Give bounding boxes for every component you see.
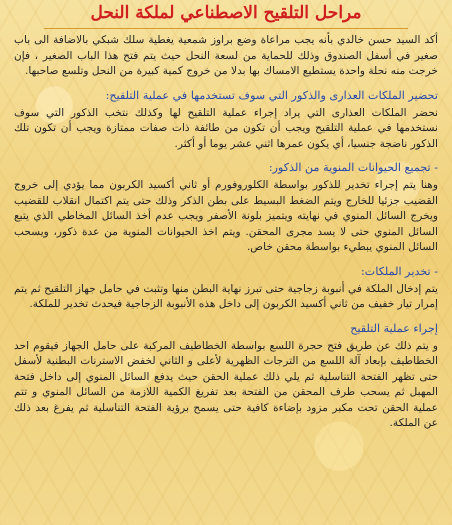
article-body bbox=[14, 33, 438, 432]
section-heading-queen-anesthesia: - تخدير الملكات: bbox=[361, 264, 438, 278]
section-heading-preparation: تحضير الملكات العذارى والذكور التي سوف تستخدمها في عملية التلقيح: bbox=[105, 88, 438, 102]
title-divider bbox=[44, 28, 408, 29]
section-heading-semen-collection: - تجميع الحيوانات المنوية من الذكور: bbox=[268, 161, 438, 174]
section-body-semen-collection: وهنا يتم إجراء تخدير للذكور بواسطة الكلوروفورم أو ثاني أكسيد الكربون مما يؤدي إلى خروج القضيب جزئيا للخارج ويتم الضغط البسيط على بطن الذكر وذلك حتى يتم اكتمال انقلاب للقضيب ويخرج السائل المنوي في نهايته ويتميز بلونة الأصفر ويجب عدم أخذ السائل المخاطي الذي يتبع السائل المنوي حتى لا يسد مجرى المحقن. ويتم اخذ الحيوانات المنوية من عدة ذكور، ويسحب السائل المنوي يبطيء بواسطة محقن خاص. bbox=[14, 179, 438, 253]
section-body-queen-anesthesia: يتم إدخال الملكة في أنبوبة زجاجية حتى تبرز نهاية البطن منها وتثبت في حامل جهاز التلقيح ثم يتم إمرار تيار خفيف من ثاني أكسيد الكربون إلى داخل هذه الأنبوبة الزجاجية فيحدث تخدير للملكة. bbox=[14, 282, 438, 310]
intro-paragraph: أكد السيد حسن خالدي بأنه يجب مراعاة وضع براوز شمعية يغطية سلك شبكي بالاضافة الى باب صغير في أسفل الصندوق وذلك للحماية من لسعة النحل حيث يتم فتح هذا الباب الصغير ، فإن خرجت منه نحلة واحدة يستطيع الامساك بها بدلا من خروج كمية كبيرة من النحل وتلسع صاحبها. bbox=[14, 34, 438, 77]
section-heading-insemination: إجراء عملية التلقيح bbox=[350, 321, 438, 335]
section-body-insemination: و يتم ذلك عن طريق فتح حجرة اللسع بواسطة الخطاطيف المركبة على حامل الجهاز فيقوم احد الخطاطيف بإبعاد آلة اللسع من الترجات الظهرية لأعلى و الثاني لخفض الاسترنات البطنية لأسفل حتى تظهر الفتحة التناسلية ثم يلي ذلك عملية الحقن حيث يدفع السائل المنوي إلى داخل فتحة المهبل ثم يسحب طرف المحقن من الفتحة بعد تفريغ الكمية اللازمة من السائل المنوي و تتم عملية الحقن تحت مكبر مزود بإضاءة كافية حتى يسمح برؤية الفتحة التناسلية ثم يفرغ بعد ذلك عن الملكة. bbox=[14, 339, 438, 429]
page-title: مراحل التلقيح الاصطناعي لملكة النحل bbox=[90, 3, 362, 23]
section-body-preparation: نحضر الملكات العذارى التي يراد إجراء عملية التلقيح لها وكذلك نتخب الذكور التي سوف نستخدمها في عملية التلقيح ويجب أن تكون من طائفة ذات صفات ممتازة ويجب أن تكون تلك الذكور ناضجة جنسيا، أي يكون عمرها اثني عشر يوما أو أكثر. bbox=[14, 106, 438, 150]
